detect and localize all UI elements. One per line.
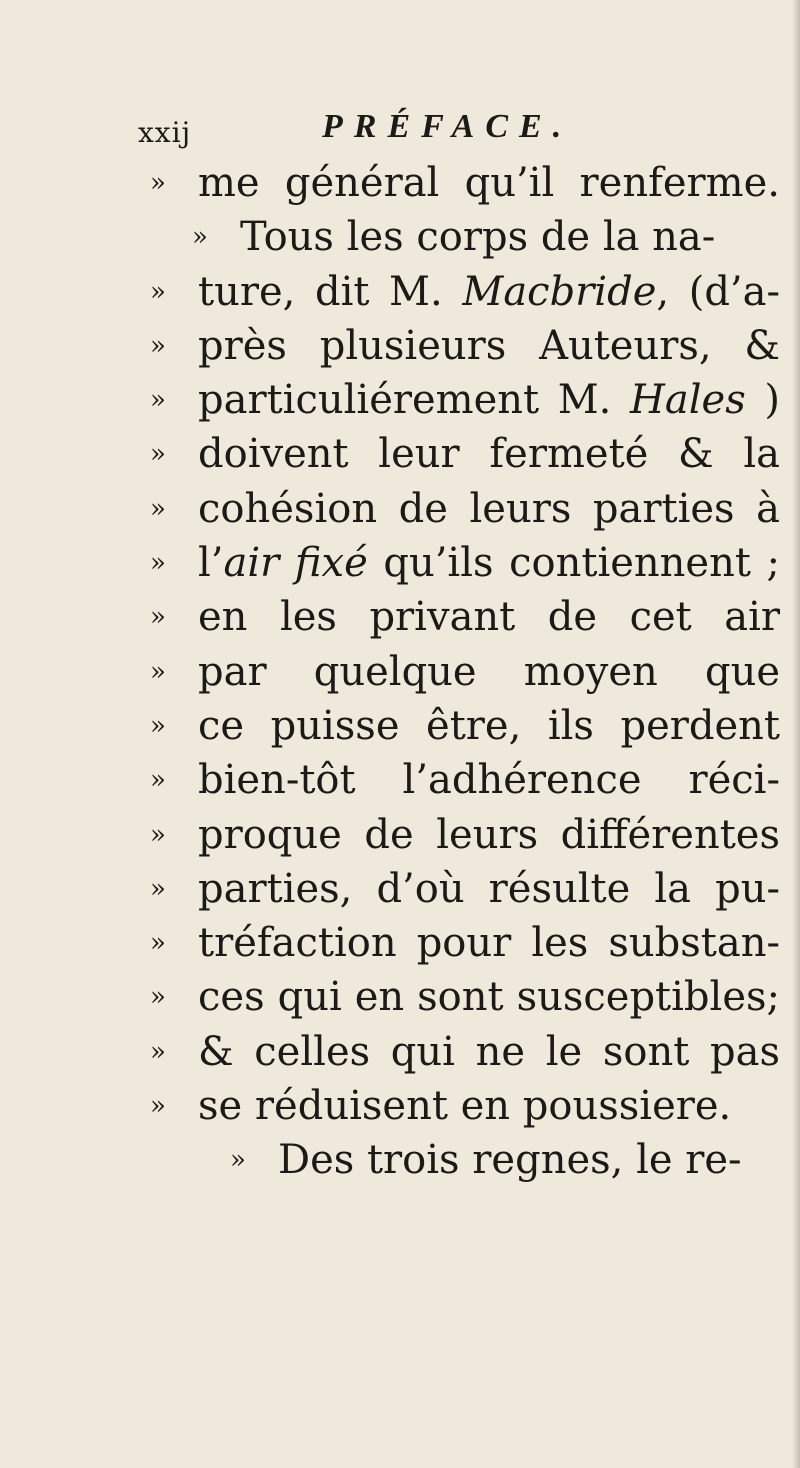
quote-mark: » bbox=[150, 928, 166, 959]
quote-mark: » bbox=[192, 222, 208, 253]
text-line: » parties, d’où résulte la pu- bbox=[150, 862, 780, 916]
text-line: » & celles qui ne le sont pas bbox=[150, 1025, 780, 1079]
quote-mark: » bbox=[150, 656, 166, 687]
text-line: » se réduisent en poussiere. bbox=[150, 1079, 780, 1133]
quote-mark: » bbox=[150, 493, 166, 524]
text-line: » l’air fixé qu’ils contiennent ; bbox=[150, 536, 780, 590]
page-edge-shadow bbox=[792, 0, 800, 1468]
text-line: » ces qui en sont susceptibles; bbox=[150, 970, 780, 1024]
page-header bbox=[138, 108, 738, 158]
quote-mark: » bbox=[150, 330, 166, 361]
quote-mark: » bbox=[150, 602, 166, 633]
text-line: » tréfaction pour les substan- bbox=[150, 916, 780, 970]
quote-mark: » bbox=[150, 1036, 166, 1067]
text-line: » en les privant de cet air bbox=[150, 590, 780, 644]
quote-mark: » bbox=[230, 1145, 246, 1176]
quote-mark: » bbox=[150, 873, 166, 904]
quote-mark: » bbox=[150, 439, 166, 470]
running-title: PRÉFACE. bbox=[322, 108, 573, 145]
text-line: » cohésion de leurs parties à bbox=[150, 482, 780, 536]
quote-mark: » bbox=[150, 819, 166, 850]
page-number: xxij bbox=[138, 116, 192, 149]
quote-mark: » bbox=[150, 385, 166, 416]
text-line: » près plusieurs Auteurs, & bbox=[150, 319, 780, 373]
quote-mark: » bbox=[150, 710, 166, 741]
text-line: » proque de leurs différentes bbox=[150, 808, 780, 862]
text-block bbox=[150, 156, 780, 1188]
text-line: » Tous les corps de la na- bbox=[150, 210, 780, 264]
text-line: » me général qu’il renferme. bbox=[150, 156, 780, 210]
text-line: » particuliérement M. Hales ) bbox=[150, 373, 780, 427]
italic-name: Macbride bbox=[462, 268, 657, 315]
text-line: » par quelque moyen que bbox=[150, 645, 780, 699]
text-line: » ture, dit M. Macbride, (d’a- bbox=[150, 265, 780, 319]
quote-mark: » bbox=[150, 168, 166, 198]
text-line: » doivent leur fermeté & la bbox=[150, 427, 780, 481]
quote-mark: » bbox=[150, 276, 166, 307]
italic-term: air fixé bbox=[223, 540, 368, 587]
text-line: » bien-tôt l’adhérence réci- bbox=[150, 753, 780, 807]
quote-mark: » bbox=[150, 548, 166, 579]
quote-mark: » bbox=[150, 1091, 166, 1122]
quote-mark: » bbox=[150, 765, 166, 796]
italic-name: Hales bbox=[630, 377, 746, 424]
quote-mark: » bbox=[150, 982, 166, 1013]
text-line: » ce puisse être, ils perdent bbox=[150, 699, 780, 753]
text-line: » Des trois regnes, le re- bbox=[150, 1133, 780, 1187]
